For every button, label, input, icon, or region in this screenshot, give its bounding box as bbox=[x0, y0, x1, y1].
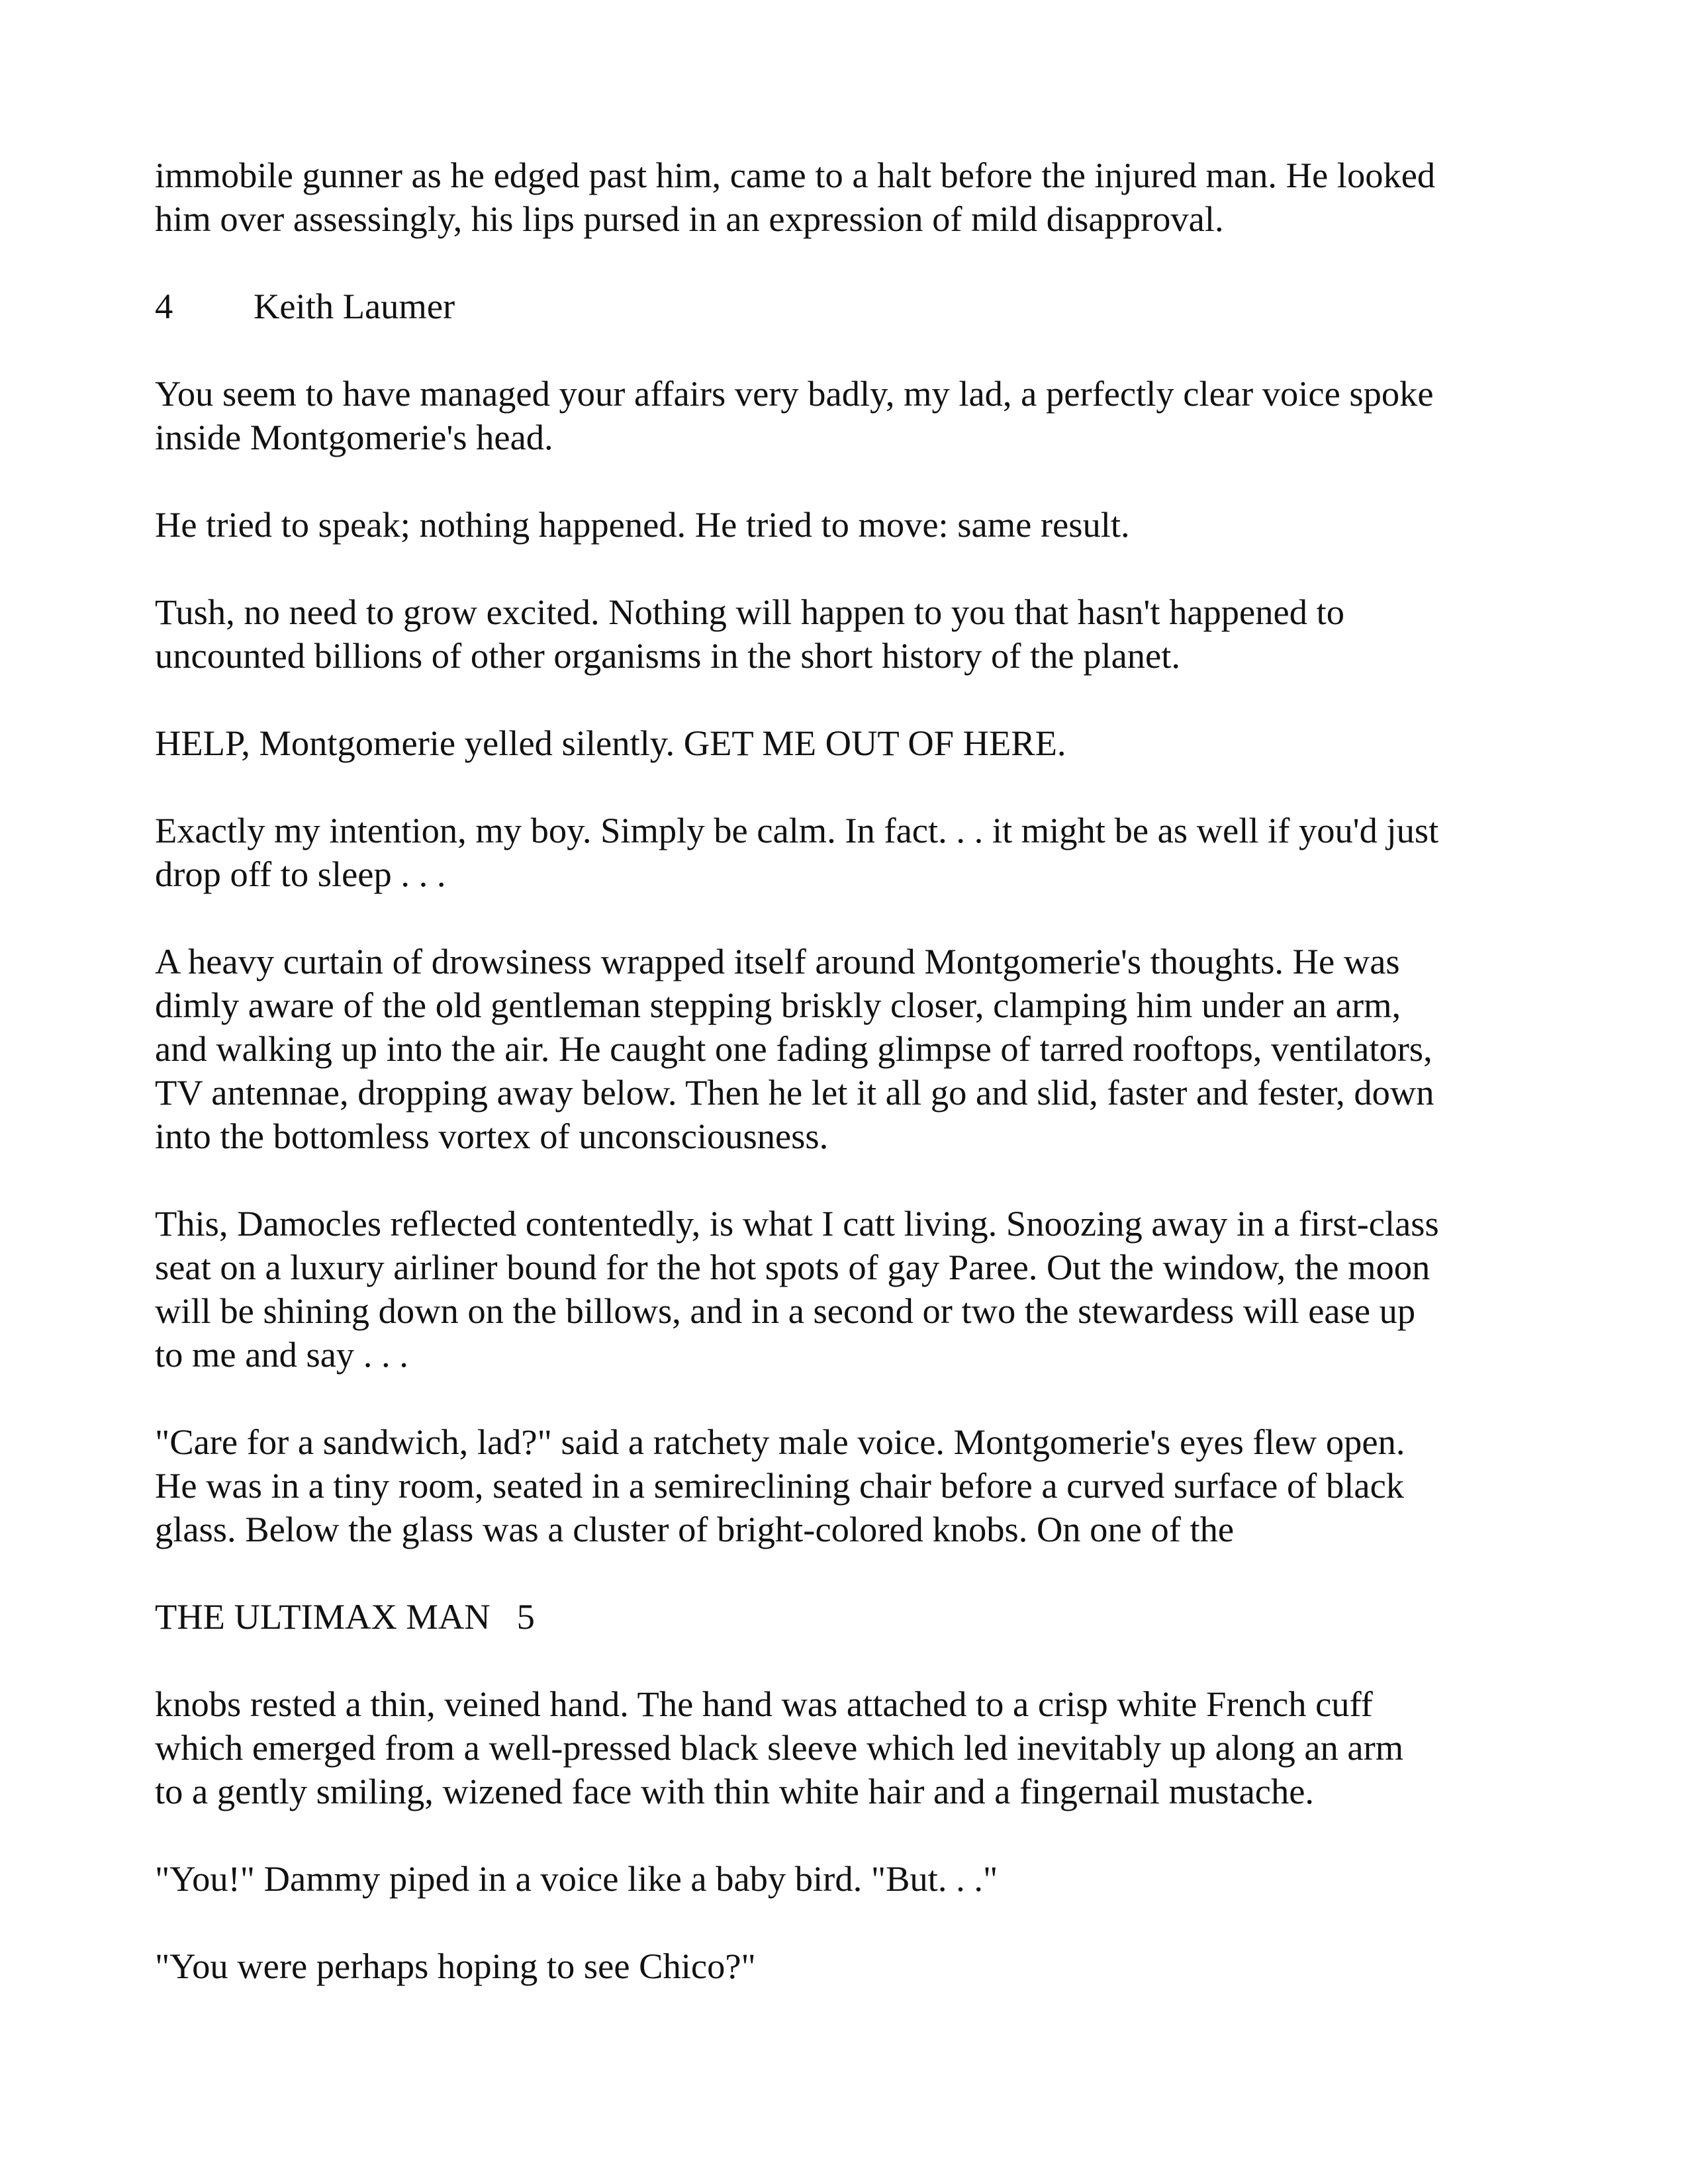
text-line: "You were perhaps hoping to see Chico?" bbox=[155, 1946, 756, 1986]
running-header-title: THE ULTIMAX MAN bbox=[155, 1596, 491, 1637]
text-line: TV antennae, dropping away below. Then he let it all go and slid, faster and fester, down bbox=[155, 1072, 1434, 1113]
page-number: 5 bbox=[516, 1596, 535, 1637]
text-line: This, Damocles reflected contentedly, is what I catt living. Snoozing away in a first-class bbox=[155, 1203, 1439, 1244]
running-header-author: Keith Laumer bbox=[254, 286, 455, 326]
text-line: glass. Below the glass was a cluster of bright-colored knobs. On one of the bbox=[155, 1509, 1235, 1549]
running-header-verso bbox=[155, 285, 455, 328]
text-line: You seem to have managed your affairs very badly, my lad, a perfectly clear voice spoke bbox=[155, 373, 1434, 414]
text-line: seat on a luxury airliner bound for the hot spots of gay Paree. Out the window, the moon bbox=[155, 1247, 1430, 1287]
paragraph-7 bbox=[155, 940, 1545, 1158]
text-line: A heavy curtain of drowsiness wrapped itself around Montgomerie's thoughts. He was bbox=[155, 941, 1400, 981]
text-line: "You!" Dammy piped in a voice like a baby bird. "But. . ." bbox=[155, 1858, 998, 1899]
text-line: to me and say . . . bbox=[155, 1334, 408, 1375]
text-line: will be shining down on the billows, and in a second or two the stewardess will ease up bbox=[155, 1291, 1416, 1331]
page-number: 4 bbox=[155, 286, 173, 326]
paragraph-8 bbox=[155, 1202, 1545, 1377]
paragraph-9 bbox=[155, 1420, 1545, 1551]
text-line: to a gently smiling, wizened face with thin white hair and a fingernail mustache. bbox=[155, 1771, 1315, 1811]
text-line: HELP, Montgomerie yelled silently. GET ME OUT OF HERE. bbox=[155, 723, 1066, 763]
paragraph-12 bbox=[155, 1944, 1545, 1988]
text-line: immobile gunner as he edged past him, came to a halt before the injured man. He looked bbox=[155, 155, 1436, 195]
text-line: which emerged from a well-pressed black sleeve which led inevitably up along an arm bbox=[155, 1727, 1404, 1768]
paragraph-2 bbox=[155, 372, 1545, 459]
paragraph-10 bbox=[155, 1682, 1545, 1813]
text-line: and walking up into the air. He caught one fading glimpse of tarred rooftops, ventilators, bbox=[155, 1028, 1432, 1069]
paragraph-5 bbox=[155, 721, 1545, 765]
text-line: knobs rested a thin, veined hand. The hand was attached to a crisp white French cuff bbox=[155, 1684, 1373, 1724]
text-line: dimly aware of the old gentleman stepping briskly closer, clamping him under an arm, bbox=[155, 985, 1401, 1025]
text-line: He tried to speak; nothing happened. He tried to move: same result. bbox=[155, 504, 1130, 545]
text-line: Exactly my intention, my boy. Simply be calm. In fact. . . it might be as well if you'd just bbox=[155, 810, 1439, 850]
text-line: him over assessingly, his lips pursed in an expression of mild disapproval. bbox=[155, 199, 1224, 239]
text-line: inside Montgomerie's head. bbox=[155, 417, 553, 457]
paragraph-4 bbox=[155, 590, 1545, 678]
paragraph-6 bbox=[155, 809, 1545, 896]
paragraph-11 bbox=[155, 1857, 1545, 1901]
text-line: uncounted billions of other organisms in the short history of the planet. bbox=[155, 635, 1180, 676]
running-header-recto bbox=[155, 1595, 535, 1639]
text-line: He was in a tiny room, seated in a semireclining chair before a curved surface of black bbox=[155, 1465, 1405, 1506]
text-line: drop off to sleep . . . bbox=[155, 854, 446, 894]
text-line: "Care for a sandwich, lad?" said a ratchety male voice. Montgomerie's eyes flew open. bbox=[155, 1422, 1405, 1462]
text-line: Tush, no need to grow excited. Nothing will happen to you that hasn't happened to bbox=[155, 592, 1344, 632]
paragraph-1 bbox=[155, 154, 1545, 241]
text-line: into the bottomless vortex of unconsciousness. bbox=[155, 1116, 829, 1156]
paragraph-3 bbox=[155, 503, 1545, 547]
